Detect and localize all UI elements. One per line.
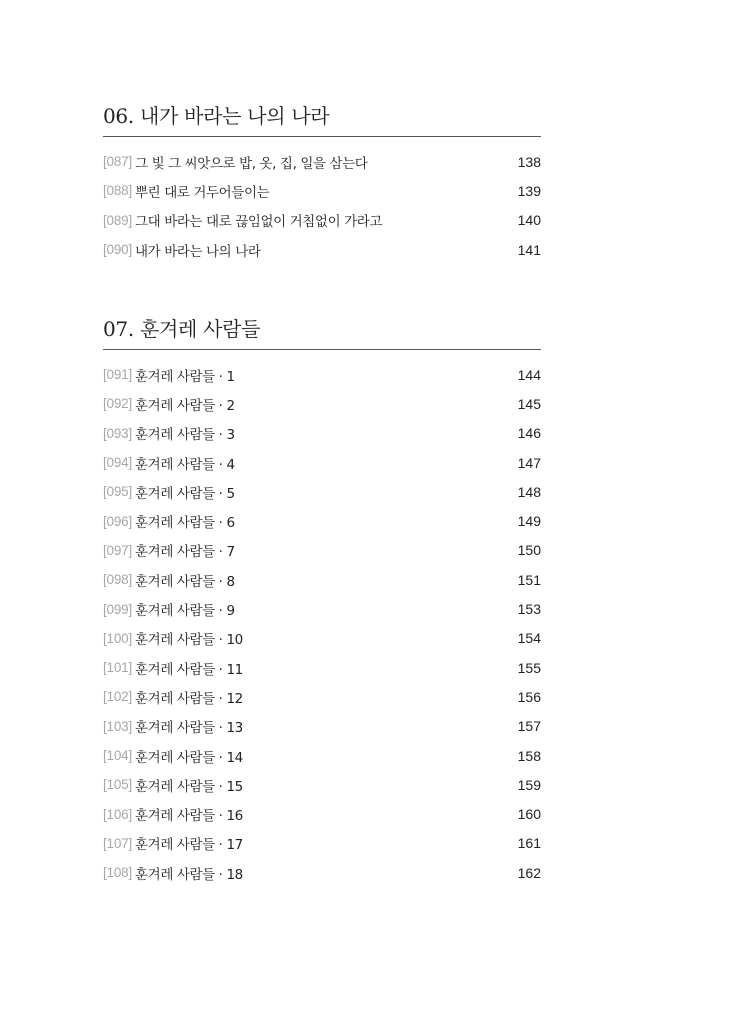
toc-entry[interactable] <box>103 477 541 506</box>
entry-page-number: 151 <box>517 571 541 588</box>
entry-page-number: 157 <box>517 718 541 735</box>
toc-entry-label <box>103 804 243 824</box>
toc-entry[interactable] <box>103 235 541 264</box>
entry-title: 훈겨레 사람들 · 5 <box>135 485 235 502</box>
entry-title: 훈겨레 사람들 · 8 <box>135 573 235 590</box>
toc-section-06 <box>103 103 541 264</box>
entry-page-number: 138 <box>517 153 541 170</box>
entry-number: [107] <box>103 835 133 851</box>
toc-entry-label <box>103 775 243 795</box>
entry-number: [099] <box>103 601 133 617</box>
entry-page-number: 139 <box>517 182 541 199</box>
entry-number: [100] <box>103 630 133 646</box>
toc-entry-label <box>103 658 243 678</box>
entry-number: [092] <box>103 396 133 412</box>
toc-entry[interactable] <box>103 147 541 176</box>
section-title: 07. 훈겨레 사람들 <box>103 316 541 350</box>
entry-page-number: 155 <box>517 659 541 676</box>
toc-entry[interactable] <box>103 360 541 389</box>
entry-page-number: 141 <box>517 241 541 258</box>
toc-entry-label <box>103 628 243 648</box>
entry-number: [098] <box>103 572 133 588</box>
entry-title: 내가 바라는 나의 나라 <box>135 243 261 260</box>
toc-entry-label <box>103 240 260 260</box>
entry-page-number: 140 <box>517 212 541 229</box>
toc-entry[interactable] <box>103 206 541 235</box>
toc-entry-label <box>103 210 382 230</box>
toc-entry-label <box>103 863 243 883</box>
entry-page-number: 144 <box>517 366 541 383</box>
toc-entry[interactable] <box>103 594 541 623</box>
toc-entry-label <box>103 833 243 853</box>
section-title: 06. 내가 바라는 나의 나라 <box>103 103 541 137</box>
toc-entry[interactable] <box>103 858 541 887</box>
toc-entry-label <box>103 746 243 766</box>
entry-page-number: 159 <box>517 776 541 793</box>
toc-entry[interactable] <box>103 653 541 682</box>
entry-title: 훈겨레 사람들 · 16 <box>135 808 243 825</box>
toc-entry-label <box>103 423 235 443</box>
toc-entry[interactable] <box>103 536 541 565</box>
entry-page-number: 161 <box>517 835 541 852</box>
toc-entry-list <box>103 360 541 887</box>
toc-entry-label <box>103 599 235 619</box>
toc-entry[interactable] <box>103 712 541 741</box>
toc-entry[interactable] <box>103 506 541 535</box>
entry-number: [102] <box>103 689 133 705</box>
entry-title: 훈겨레 사람들 · 6 <box>135 515 235 532</box>
entry-number: [108] <box>103 865 133 881</box>
entry-number: [093] <box>103 425 133 441</box>
entry-page-number: 154 <box>517 630 541 647</box>
entry-number: [104] <box>103 748 133 763</box>
entry-number: [103] <box>103 718 133 734</box>
entry-page-number: 153 <box>517 601 541 618</box>
toc-entry[interactable] <box>103 176 541 205</box>
entry-page-number: 158 <box>517 747 541 764</box>
entry-title: 그대 바라는 대로 끊임없이 거침없이 가라고 <box>135 214 383 231</box>
toc-entry-label <box>103 453 235 473</box>
toc-entry-label <box>103 511 235 531</box>
entry-page-number: 148 <box>517 483 541 500</box>
entry-title: 훈겨레 사람들 · 7 <box>135 544 235 561</box>
entry-number: [091] <box>103 367 133 383</box>
entry-page-number: 147 <box>517 454 541 471</box>
entry-number: [095] <box>103 484 133 500</box>
entry-page-number: 145 <box>517 395 541 412</box>
toc-entry[interactable] <box>103 448 541 477</box>
entry-page-number: 162 <box>517 864 541 881</box>
toc-entry-label <box>103 365 235 385</box>
toc-entry[interactable] <box>103 741 541 770</box>
toc-entry-label <box>103 687 243 707</box>
entry-title: 훈겨레 사람들 · 1 <box>135 368 235 385</box>
toc-entry-label <box>103 716 243 736</box>
entry-title: 훈겨레 사람들 · 2 <box>135 397 235 414</box>
toc-entry-label <box>103 540 235 560</box>
entry-title: 훈겨레 사람들 · 15 <box>135 778 243 795</box>
entry-number: [101] <box>103 660 133 676</box>
entry-title: 훈겨레 사람들 · 4 <box>135 456 235 473</box>
entry-number: [089] <box>103 212 133 228</box>
entry-page-number: 156 <box>517 688 541 705</box>
entry-title: 훈겨레 사람들 · 14 <box>135 749 243 766</box>
entry-number: [097] <box>103 542 133 558</box>
entry-page-number: 146 <box>517 425 541 442</box>
toc-entry-list <box>103 147 541 264</box>
entry-page-number: 160 <box>517 806 541 823</box>
entry-title: 그 빛 그 씨앗으로 밥, 옷, 집, 일을 삼는다 <box>135 155 368 172</box>
toc-entry[interactable] <box>103 682 541 711</box>
entry-number: [094] <box>103 455 133 471</box>
toc-entry[interactable] <box>103 829 541 858</box>
toc-entry-label <box>103 570 235 590</box>
toc-entry-label <box>103 152 367 172</box>
entry-title: 훈겨레 사람들 · 13 <box>135 720 243 737</box>
toc-entry[interactable] <box>103 389 541 418</box>
entry-title: 훈겨레 사람들 · 12 <box>135 690 243 707</box>
entry-number: [106] <box>103 806 133 822</box>
entry-number: [087] <box>103 154 133 170</box>
entry-title: 훈겨레 사람들 · 10 <box>135 632 243 649</box>
toc-entry[interactable] <box>103 624 541 653</box>
entry-title: 훈겨레 사람들 · 18 <box>135 866 243 883</box>
toc-entry[interactable] <box>103 799 541 828</box>
toc-entry[interactable] <box>103 419 541 448</box>
toc-entry[interactable] <box>103 565 541 594</box>
entry-number: [105] <box>103 777 133 793</box>
toc-section-07 <box>103 316 541 887</box>
toc-entry[interactable] <box>103 770 541 799</box>
entry-title: 뿌린 대로 거두어들이는 <box>135 184 270 201</box>
toc-entry-label <box>103 482 235 502</box>
entry-page-number: 149 <box>517 513 541 530</box>
entry-number: [088] <box>103 183 133 199</box>
entry-number: [090] <box>103 242 133 258</box>
entry-title: 훈겨레 사람들 · 3 <box>135 427 235 444</box>
entry-page-number: 150 <box>517 542 541 559</box>
toc-entry-label <box>103 181 269 201</box>
entry-title: 훈겨레 사람들 · 17 <box>135 837 243 854</box>
entry-number: [096] <box>103 513 133 529</box>
toc-entry-label <box>103 394 235 414</box>
entry-title: 훈겨레 사람들 · 9 <box>135 603 235 620</box>
entry-title: 훈겨레 사람들 · 11 <box>135 661 243 678</box>
